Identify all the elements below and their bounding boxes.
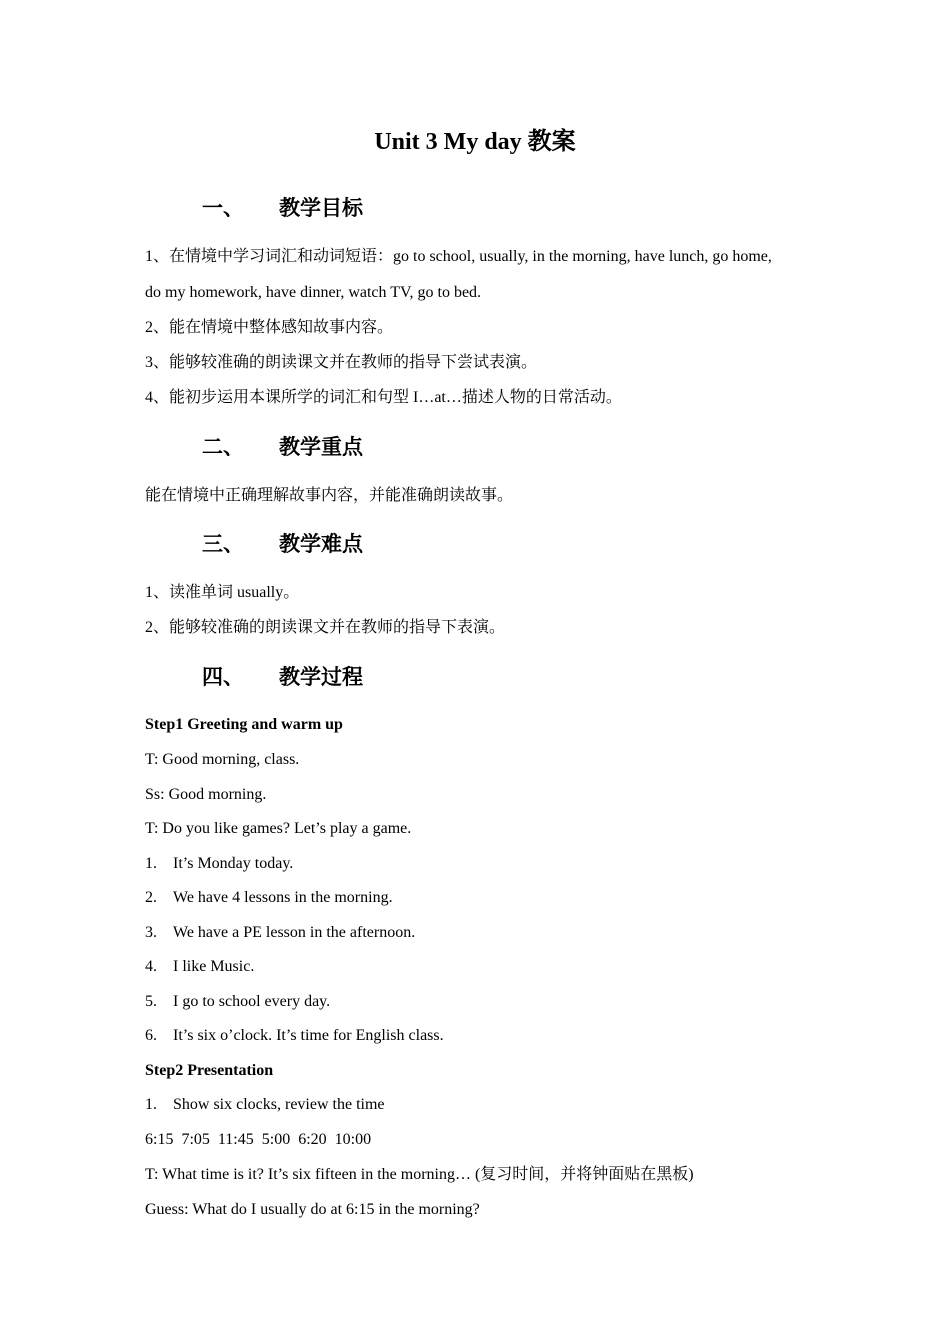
list-text: I go to school every day. [173,993,331,1010]
list-number: 2. [145,889,157,906]
list-number: 4. [145,958,157,975]
list-number: 1. [145,1096,157,1113]
dialogue-line: Ss: Good morning. [145,786,267,803]
list-text: Show six clocks, review the time [173,1096,385,1113]
section-3-number: 三、 [202,532,244,556]
key-point-line: 能在情境中正确理解故事内容，并能准确朗读故事。 [145,487,514,504]
dialogue-line: Guess: What do I usually do at 6:15 in the morning? [145,1201,480,1218]
section-4-number: 四、 [202,665,244,689]
list-text: We have 4 lessons in the morning. [173,889,393,906]
section-2-number: 二、 [202,435,244,459]
game-item [145,923,415,943]
dialogue-line: T: Good morning, class. [145,751,300,768]
section-2-title: 教学重点 [279,435,363,459]
presentation-item [145,1095,385,1115]
difficulty-line: 2、能够较准确的朗读课文并在教师的指导下表演。 [145,619,506,636]
list-text: It’s Monday today. [173,855,294,872]
objective-line: 3、能够较准确的朗读课文并在教师的指导下尝试表演。 [145,354,538,371]
section-3-title: 教学难点 [279,532,363,556]
list-text: I like Music. [173,958,255,975]
list-text: It’s six o’clock. It’s time for English class. [173,1027,444,1044]
dialogue-line: T: What time is it? It’s six fifteen in the morning… (复习时间，并将钟面贴在黑板) [145,1166,694,1183]
game-item [145,957,254,977]
step2-heading: Step2 Presentation [145,1062,274,1079]
difficulty-line: 1、读准单词 usually。 [145,584,300,601]
objective-line: 1、在情境中学习词汇和动词短语：go to school, usually, in the morning, have lunch, go home, [145,248,772,265]
list-number: 6. [145,1027,157,1044]
game-item [145,854,293,874]
list-text: We have a PE lesson in the afternoon. [173,924,416,941]
list-number: 3. [145,924,157,941]
dialogue-line: T: Do you like games? Let’s play a game. [145,820,412,837]
objective-line: 4、能初步运用本课所学的词汇和句型 I…at…描述人物的日常活动。 [145,389,622,406]
objective-line: do my homework, have dinner, watch TV, go to bed. [145,284,482,301]
times-line: 6:15 7:05 11:45 5:00 6:20 10:00 [145,1131,372,1148]
list-number: 1. [145,855,157,872]
game-item [145,888,393,908]
section-1-title: 教学目标 [279,196,363,220]
section-4-title: 教学过程 [279,665,363,689]
section-1-number: 一、 [202,196,244,220]
step1-heading: Step1 Greeting and warm up [145,716,343,733]
game-item [145,992,330,1012]
document-title: Unit 3 My day 教案 [374,129,576,155]
objective-line: 2、能在情境中整体感知故事内容。 [145,319,394,336]
list-number: 5. [145,993,157,1010]
game-item [145,1026,444,1046]
